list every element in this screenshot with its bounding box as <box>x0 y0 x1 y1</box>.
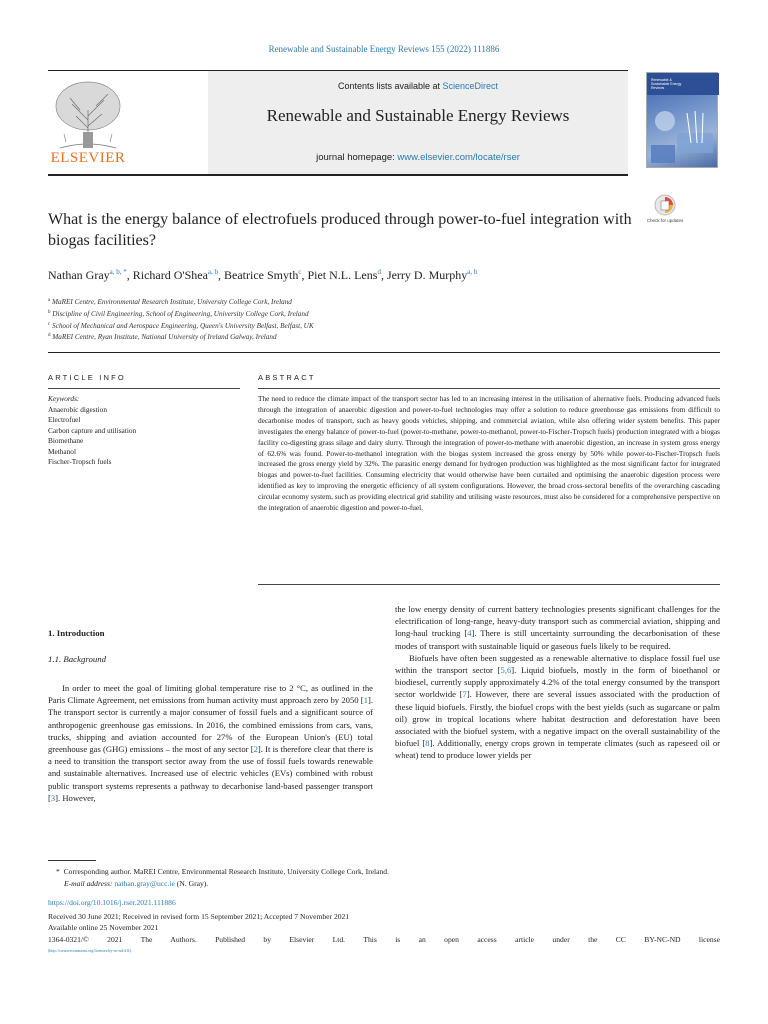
author-sup[interactable]: a, b <box>207 268 218 276</box>
affiliation-sup: a <box>48 298 51 303</box>
affiliation-item <box>48 308 688 320</box>
paragraph-text: ]. There is still uncertainty surrounding the decarbonisation of these modes of transport with sustainable liquid or gaseous fuels likely to be required. <box>395 628 721 651</box>
article-info-heading: ARTICLE INFO <box>48 373 126 382</box>
citation-link[interactable]: 3 <box>50 792 56 803</box>
publisher-wordmark: ELSEVIER <box>50 150 126 166</box>
affiliation-divider <box>48 352 720 353</box>
paragraph-text: In order to meet the goal of limiting global temperature rise to 2 °C, as outlined in the Paris Climate Agreement, net emissions from human activity must approach zero by 2050 [ <box>48 683 373 706</box>
affiliation-item <box>48 331 688 343</box>
keywords-title: Keywords: <box>48 394 80 403</box>
affiliation-sup: d <box>48 333 51 339</box>
affiliation-item <box>48 320 688 332</box>
corresponding-author-note <box>56 866 389 877</box>
abstract-rule <box>258 388 720 389</box>
article-dates <box>48 911 720 933</box>
affiliation-text: Discipline of Civil Engineering, School of Engineering, University College Cork, Ireland <box>52 309 309 318</box>
affiliation-text: MaREI Centre, Environmental Research Institute, University College Cork, Ireland <box>52 298 292 306</box>
body-column-left <box>48 682 373 804</box>
body-paragraph <box>48 682 373 804</box>
author-name[interactable]: Nathan Gray <box>48 268 110 282</box>
paragraph-text: ]. However, there are several issues associated with the production of these liquid biofuels. Firstly, the biofuel crops with the best yields (such as sugarcane or palm oil) grow in tropical locations where habitat destruction and deforestation have been associated with the biofuel system, with a negative impact on the overall sustainability of the biofuel [ <box>395 689 720 749</box>
paragraph-text: the low energy density of current battery technologies presents significant challenges for the electrification of long-range, heavy-duty transport such as commercial aviation, shipping and long-haul trucking [ <box>395 604 720 639</box>
doi-link[interactable]: https://doi.org/10.1016/j.rser.2021.111886 <box>48 898 176 907</box>
journal-reference[interactable]: Renewable and Sustainable Energy Reviews 155 (2022) 111886 <box>268 44 500 54</box>
check-updates-label: Check for updates <box>646 218 684 223</box>
affiliation-item <box>48 296 688 308</box>
keyword-item: Anaerobic digestion <box>48 404 107 414</box>
author-list: Nathan Gray$^{a, b, *}$, Richard O'Shea$^{a, b}$, Beatrice Smyth$^c$, Piet N.L. Lens$^d$, Jerry D. Murphy$^{a, b}$ <box>48 268 478 282</box>
body-column-right <box>395 603 720 762</box>
contents-prefix: Contents lists available at <box>337 81 443 91</box>
footnote-rule <box>48 860 96 861</box>
author-sup[interactable]: c <box>298 268 302 276</box>
author-name[interactable]: Beatrice Smyth <box>224 268 299 282</box>
paragraph-text: ]. However, <box>55 792 96 803</box>
citation-link[interactable]: 7 <box>462 689 467 700</box>
homepage-prefix: journal homepage: <box>316 152 398 163</box>
author-name[interactable]: Jerry D. Murphy <box>386 268 468 282</box>
section-heading-introduction: 1. Introduction <box>48 628 105 638</box>
article-title: What is the energy balance of electrofuels produced through power-to-fuel integration with biogas facilities? <box>48 211 632 249</box>
paragraph-text: ]. The transport sector is currently a major consumer of fossil fuels and a significant source of anthropogenic greenhouse gas emissions. In 2016, the combined emissions from cars, vans, trucks, shipping and aviation accounted for 27% of the European Union's (EU) total greenhouse gas (GHG) emissions – the most of any sector [ <box>48 695 373 755</box>
header-rule-bottom <box>48 174 628 176</box>
received-dates: Received 30 June 2021; Received in revised form 15 September 2021; Accepted 7 November 2021 <box>48 912 350 921</box>
paragraph-text: ]. It is therefore clear that there is a need to transition the transport sector away from the use of fossil fuels towards renewable and sustainable alternatives. Increased use of electric vehicles (EVs) combined with robust public transport systems represents a pathway to decarbonise land-based passenger transport [ <box>48 744 373 803</box>
check-for-updates-icon[interactable] <box>646 193 684 231</box>
affiliation-sup: c <box>48 321 51 327</box>
author-sup[interactable]: a, b, * <box>109 268 127 276</box>
abstract-rule-bottom <box>258 584 720 585</box>
affiliation-text: MaREI Centre, Ryan Institute, National University of Ireland Galway, Ireland <box>52 333 277 342</box>
email-note <box>64 878 208 889</box>
paragraph-text: ]. Liquid biofuels, mostly in the form of bioethanol or biodiesel, currently supply approximately 4.2% of the total energy consumed by the transport sector worldwide [ <box>395 665 720 700</box>
email-suffix: (N. Gray). <box>174 879 209 888</box>
author-name[interactable]: Richard O'Shea <box>132 268 208 282</box>
contents-available-line <box>208 81 628 91</box>
author-name[interactable]: Piet N.L. Lens <box>307 268 378 282</box>
abstract-heading: ABSTRACT <box>258 373 316 382</box>
keyword-item: Methanol <box>48 446 76 456</box>
corresponding-text: Corresponding author. MaREI Centre, Environmental Research Institute, University College Cork, Ireland. <box>63 867 389 876</box>
subsection-heading-background: 1.1. Background <box>48 654 107 664</box>
email-label: E-mail address: <box>64 879 115 888</box>
author-sup[interactable]: d <box>377 268 381 276</box>
affiliation-list <box>48 296 688 343</box>
header-rule-top <box>48 70 628 71</box>
keyword-item: Biomethane <box>48 436 84 445</box>
affiliation-text: School of Mechanical and Aerospace Engineering, Queen's University Belfast, Belfast, UK <box>52 321 314 330</box>
citation-link[interactable]: 2 <box>253 744 258 755</box>
author-sup[interactable]: a, b <box>467 268 478 276</box>
license-statement: 1364-0321/© 2021 The Authors. Published by Elsevier Ltd. This is an open access article under the CC BY-NC-ND license <box>48 935 720 944</box>
license-url-link[interactable]: (http://creativecommons.org/licenses/by-nc-nd/4.0/). <box>48 948 133 953</box>
abstract-text: The need to reduce the climate impact of the transport sector has led to an increasing interest in the utilisation of alternative fuels. Producing advanced fuels through the integration of anaerobic digestion and power-to-fuel technologies may offer a solution to reduce greenhouse gas emissions from difficult to decarbonise modes of transport, such as heavy goods vehicles, shipping, and commercial aviation, while also offering wider system benefits. This paper investigates the energy balance of power-to-fuel (power-to-methane, power-to-methanol, power-to-Fischer-Tropsch fuels) production integrated with a biogas facility co-digesting grass silage and dairy slurry. Through the integration of power-to-methane with anaerobic digestion, an increase in system gross energy of 62.6% was found. Power-to-methanol integration with the biogas system increased the gross energy by 50% while power-to-Fischer-Tropsch fuels increased the gross energy yield by 32%. The parasitic energy demand for hydrogen production was highlighted as the most significant factor for integrated biogas and power-to-fuel facilities. Consuming electricity that would otherwise have been curtailed and optimising the anaerobic digestion process were identified as key to improving the energetic efficiency of all system configurations. However, the broad cross-sectoral benefits of the overarching cascading circular economy system, such as providing electrical grid stability and utilising waste resources, must also be considered for a comprehensive perspective on the integration of anaerobic digestion and power-to-fuel. <box>258 394 720 513</box>
cover-title: Renewable & Sustainable Energy Reviews <box>651 78 682 91</box>
body-paragraph <box>395 652 720 762</box>
paragraph-text: ]. Additionally, energy crops grown in temperate climates (such as rapeseed oil or wheat) tend to produce lower yields per <box>395 738 720 761</box>
citation-link[interactable]: 5,6 <box>500 665 512 676</box>
journal-homepage-line <box>208 152 628 163</box>
article-info-rule <box>48 388 240 389</box>
citation-link[interactable]: 1 <box>363 695 368 706</box>
journal-name: Renewable and Sustainable Energy Reviews <box>266 106 570 125</box>
keyword-item: Carbon capture and utilisation <box>48 425 137 435</box>
body-paragraph <box>395 603 720 652</box>
footnote-mark: * <box>56 867 60 876</box>
keyword-item: Fischer-Tropsch fuels <box>48 457 112 466</box>
keywords-block <box>48 394 240 468</box>
citation-link[interactable]: 8 <box>425 738 430 749</box>
sciencedirect-link[interactable]: ScienceDirect <box>442 81 499 91</box>
keyword-item: Electrofuel <box>48 415 81 424</box>
paragraph-text: Biofuels have often been suggested as a renewable alternative to displace fossil fuel use within the transport sector [ <box>395 652 720 676</box>
available-online-date: Available online 25 November 2021 <box>48 923 159 932</box>
email-link[interactable]: nathan.gray@ucc.ie <box>114 879 175 888</box>
journal-homepage-link[interactable]: www.elsevier.com/locate/rser <box>397 152 520 163</box>
citation-link[interactable]: 4 <box>467 628 472 639</box>
affiliation-sup: b <box>48 309 51 315</box>
